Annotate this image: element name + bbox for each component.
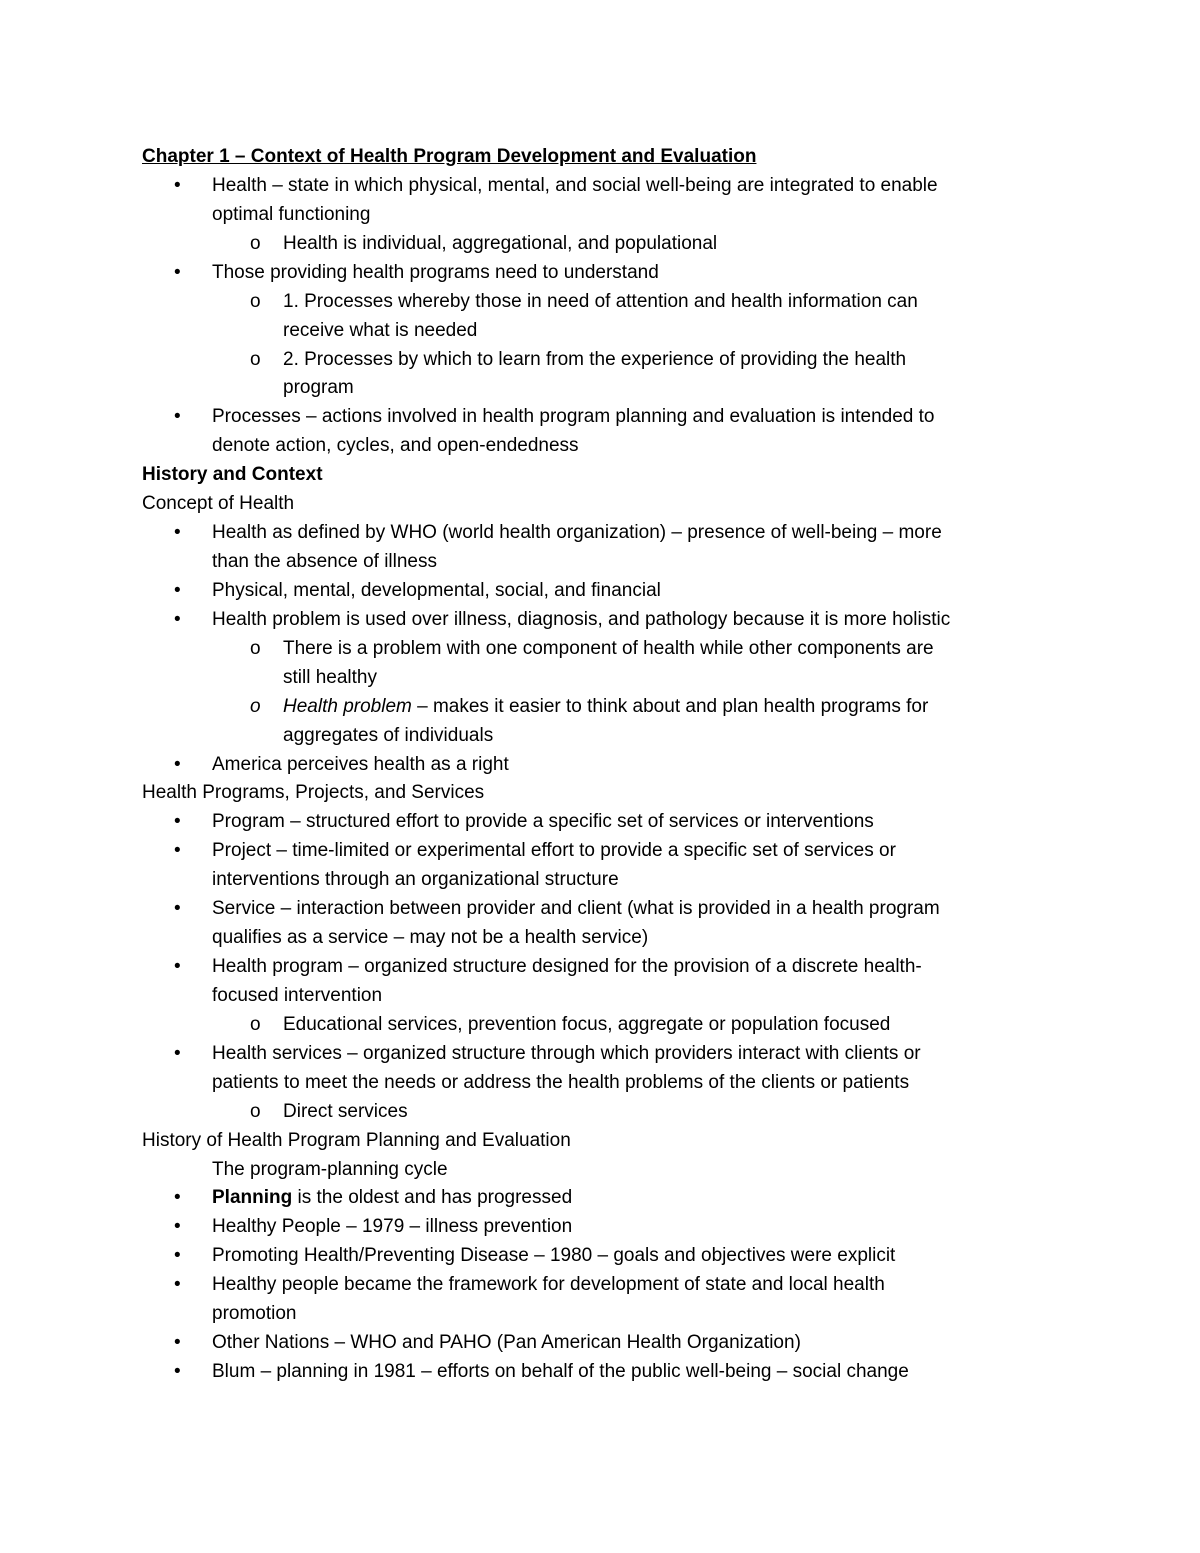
line-text	[212, 605, 950, 634]
line-text	[212, 1212, 572, 1241]
line-content: promotion	[212, 1303, 297, 1325]
line-content: Program – structured effort to provide a specific set of services or interventions	[212, 811, 874, 833]
line-content: Project – time-limited or experimental effort to provide a specific set of services or	[212, 840, 896, 862]
line-text	[142, 142, 756, 171]
bullet-icon: •	[174, 1274, 181, 1296]
bullet-icon: •	[174, 406, 181, 428]
line-text	[212, 431, 579, 460]
line-content: Healthy People – 1979 – illness prevention	[212, 1216, 573, 1238]
bullet-icon: •	[174, 1361, 181, 1383]
line-content: There is a problem with one component of health while other components are	[283, 637, 934, 659]
line-content: denote action, cycles, and open-endedness	[212, 435, 579, 457]
bullet-icon: •	[174, 579, 181, 601]
line-text	[212, 200, 370, 229]
bullet-icon: •	[174, 1187, 181, 1209]
line-content: than the absence of illness	[212, 551, 437, 573]
line-text	[212, 750, 509, 779]
line-content: Health program – organized structure designed for the provision of a discrete health-	[212, 956, 922, 978]
line-text	[283, 229, 717, 258]
line-text	[283, 373, 354, 402]
line-content: Health problem is used over illness, diagnosis, and pathology because it is more holistic	[212, 608, 951, 630]
line-text	[212, 836, 896, 865]
bullet-icon: •	[174, 1332, 181, 1354]
line-text	[283, 634, 934, 663]
line-content: Physical, mental, developmental, social, and financial	[212, 579, 661, 601]
bullet-icon: •	[174, 840, 181, 862]
line-content: still healthy	[283, 666, 377, 688]
line-text	[212, 1183, 572, 1212]
line-text	[212, 1068, 909, 1097]
line-content: – makes it easier to think about and plan health programs for	[411, 695, 929, 717]
line-text	[142, 489, 294, 518]
line-text	[283, 345, 906, 374]
hollow-bullet-icon: o	[250, 637, 261, 659]
line-text	[212, 1328, 801, 1357]
bullet-icon: •	[174, 1245, 181, 1267]
bullet-icon: •	[174, 1216, 181, 1238]
line-content: is the oldest and has progressed	[292, 1187, 573, 1209]
line-text	[212, 402, 934, 431]
line-text	[212, 518, 942, 547]
line-content: focused intervention	[212, 984, 383, 1006]
line-text	[212, 923, 648, 952]
line-content: program	[283, 377, 354, 399]
hollow-bullet-icon: o	[250, 695, 261, 717]
hollow-bullet-icon: o	[250, 290, 261, 312]
line-content: History and Context	[142, 464, 323, 486]
line-content: Health as defined by WHO (world health organization) – presence of well-being – more	[212, 522, 942, 544]
bullet-icon: •	[174, 956, 181, 978]
line-text	[283, 1010, 890, 1039]
line-text	[283, 692, 928, 721]
line-text	[212, 865, 619, 894]
line-content: Health is individual, aggregational, and populational	[283, 232, 718, 254]
line-text	[212, 807, 874, 836]
line-text	[283, 287, 918, 316]
line-content: Blum – planning in 1981 – efforts on behalf of the public well-being – social change	[212, 1361, 909, 1383]
line-content: Health – state in which physical, mental, and social well-being are integrated to enable	[212, 174, 938, 196]
line-text	[212, 952, 922, 981]
line-content: Chapter 1 – Context of Health Program Development and Evaluation	[142, 146, 757, 167]
line-content: Health services – organized structure through which providers interact with clients or	[212, 1042, 921, 1064]
line-text	[212, 258, 659, 287]
emphasis-term: Planning	[212, 1187, 293, 1209]
line-content: Health Programs, Projects, and Services	[142, 782, 485, 804]
line-content: History of Health Program Planning and Evaluation	[142, 1129, 571, 1151]
bullet-icon: •	[174, 811, 181, 833]
line-text	[283, 316, 477, 345]
line-content: qualifies as a service – may not be a health service)	[212, 927, 649, 949]
line-content: Direct services	[283, 1100, 408, 1122]
line-text	[212, 1155, 448, 1184]
line-text	[212, 1241, 895, 1270]
line-content: The program-planning cycle	[212, 1158, 448, 1180]
line-content: receive what is needed	[283, 319, 478, 341]
line-content: Healthy people became the framework for development of state and local health	[212, 1274, 885, 1296]
bullet-icon: •	[174, 174, 181, 196]
line-text	[212, 1299, 297, 1328]
bullet-icon: •	[174, 261, 181, 283]
line-text	[142, 1126, 571, 1155]
hollow-bullet-icon: o	[250, 232, 261, 254]
hollow-bullet-icon: o	[250, 1013, 261, 1035]
line-content: interventions through an organizational structure	[212, 869, 619, 891]
line-content: Other Nations – WHO and PAHO (Pan American Health Organization)	[212, 1332, 801, 1354]
line-content: Service – interaction between provider and client (what is provided in a health program	[212, 898, 940, 920]
line-text	[212, 1357, 909, 1386]
line-content: Processes – actions involved in health program planning and evaluation is intended to	[212, 406, 935, 428]
line-content: patients to meet the needs or address the health problems of the clients or patients	[212, 1071, 910, 1093]
line-text	[142, 460, 323, 489]
bullet-icon: •	[174, 753, 181, 775]
hollow-bullet-icon: o	[250, 1100, 261, 1122]
line-text	[142, 778, 484, 807]
line-text	[212, 1270, 885, 1299]
line-text	[212, 547, 437, 576]
line-content: 1. Processes whereby those in need of attention and health information can	[283, 290, 918, 312]
line-text	[212, 1039, 921, 1068]
line-text	[212, 171, 938, 200]
line-text	[212, 981, 382, 1010]
line-content: 2. Processes by which to learn from the experience of providing the health	[283, 348, 907, 370]
line-content: Educational services, prevention focus, aggregate or population focused	[283, 1013, 891, 1035]
bullet-icon: •	[174, 522, 181, 544]
line-text	[212, 576, 661, 605]
line-text	[283, 721, 493, 750]
line-content: optimal functioning	[212, 203, 371, 225]
line-content: America perceives health as a right	[212, 753, 509, 775]
emphasis-term: Health problem	[283, 695, 412, 717]
line-content: Promoting Health/Preventing Disease – 1980 – goals and objectives were explicit	[212, 1245, 896, 1267]
line-text	[212, 894, 940, 923]
hollow-bullet-icon: o	[250, 348, 261, 370]
line-text	[283, 1097, 408, 1126]
bullet-icon: •	[174, 608, 181, 630]
line-content: aggregates of individuals	[283, 724, 494, 746]
bullet-icon: •	[174, 898, 181, 920]
line-text	[283, 663, 377, 692]
line-content: Concept of Health	[142, 493, 295, 515]
bullet-icon: •	[174, 1042, 181, 1064]
line-content: Those providing health programs need to understand	[212, 261, 659, 283]
